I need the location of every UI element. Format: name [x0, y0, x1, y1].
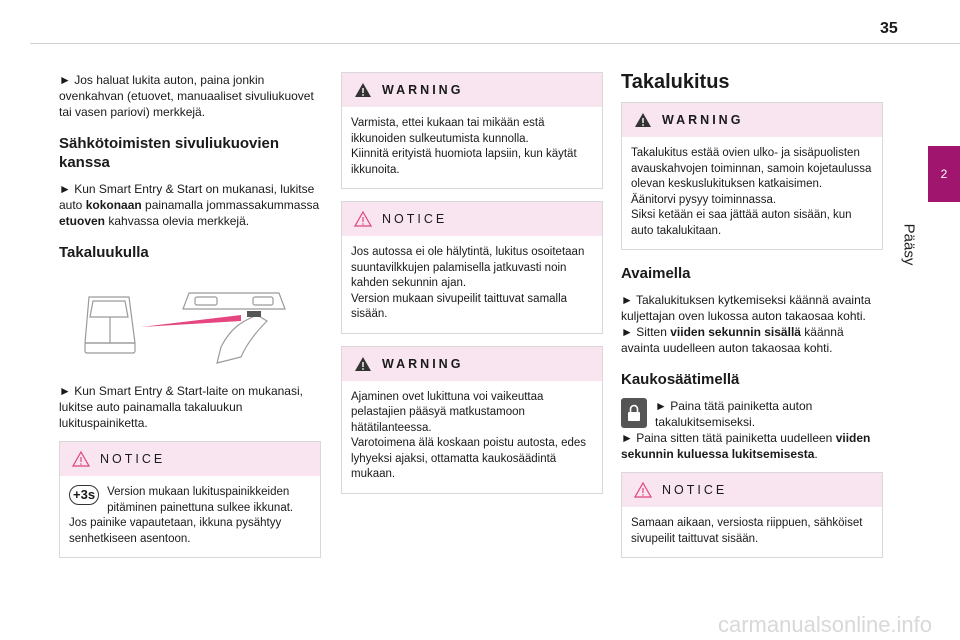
notice-header: [60, 442, 320, 476]
warning-triangle-icon: [354, 82, 372, 98]
warning-triangle-icon: [354, 356, 372, 372]
page-number: 35: [880, 20, 898, 37]
warning-box-deadlock: [621, 102, 883, 250]
chapter-title: [900, 212, 924, 282]
warning-label: WARNING: [382, 83, 464, 97]
notice-box-alarm: [341, 201, 603, 334]
warning-body: Varmista, ettei kukaan tai mikään estä ikkunoiden sulkeutumista kunnolla. Kiinnitä erityistä huomiota lapsiin, kun käytät ikkunoita.: [351, 117, 577, 176]
warning-header: [622, 103, 882, 137]
remote-paragraph-2: ► Paina sitten tätä painiketta uudelleen viiden sekunnin kuluessa lukitsemisesta.: [621, 431, 871, 461]
notice-body: [60, 476, 320, 557]
header-rule: [30, 43, 960, 44]
notice-body: Jos autossa ei ole hälytintä, lukitus osoitetaan suuntavilkkujen palamisella jatkuvasti noin kahden sekunnin ajan. Version mukaan sivupeilit taittuvat samalla sisään.: [351, 246, 585, 320]
key-paragraph-2: ► Sitten viiden sekunnin sisällä käännä avainta uudelleen auton takaosaa kohti.: [621, 325, 844, 355]
notice-text-1: Version mukaan lukituspainikkeiden pitäminen painettuna sulkee ikkunat.: [107, 486, 294, 514]
power-doors-paragraph: ► Kun Smart Entry & Start on mukanasi, lukitse auto kokonaan painamalla jommassakummassa etuoven kahvassa olevia merkkejä.: [59, 182, 320, 228]
notice-body: Samaan aikaan, versiosta riippuen, sähköiset sivupeilit taittuvat sisään.: [631, 517, 863, 545]
notice-header: [342, 202, 602, 236]
notice-triangle-icon: [634, 482, 652, 498]
chapter-title-text: Pääsy: [900, 223, 918, 266]
warning-box-windows: [341, 72, 603, 189]
column-2: [341, 72, 603, 506]
column-1: [59, 72, 321, 570]
key-paragraph-1: ► Takalukituksen kytkemiseksi käännä avainta kuljettajan oven lukossa auton takaosaa kohti.: [621, 293, 871, 323]
tailgate-illustration: [71, 287, 319, 367]
column-3: [621, 72, 883, 570]
notice-triangle-icon: [72, 451, 90, 467]
heading-power-doors: Sähkötoimisten sivuliukuovien kanssa: [59, 135, 280, 171]
notice-box-windows: [59, 441, 321, 558]
section-title: Takalukitus: [621, 71, 730, 93]
heading-rear: Takaluukulla: [59, 244, 149, 261]
warning-body: Ajaminen ovet lukittuna voi vaikeuttaa pelastajien pääsyä matkustamoon hätätilanteessa. Varotoimena älä koskaan poistu autosta, edes lyhyeksi ajaksi, ottamatta kaukosäädintä mukaan.: [351, 390, 587, 480]
chapter-tab[interactable]: 2: [928, 146, 960, 202]
notice-header: [622, 473, 882, 507]
heading-remote: Kaukosäätimellä: [621, 371, 740, 388]
notice-label: NOTICE: [100, 452, 166, 466]
notice-triangle-icon: [354, 211, 372, 227]
remote-row: [621, 398, 883, 430]
hold-3s-icon: +3s: [69, 485, 99, 505]
warning-box-locked: [341, 346, 603, 494]
notice-label: NOTICE: [382, 212, 448, 226]
warning-header: [342, 73, 602, 107]
warning-label: WARNING: [382, 356, 464, 371]
warning-body: Takalukitus estää ovien ulko- ja sisäpuolisten avauskahvojen toiminnan, samoin kojetaulussa olevan keskuslukituksen katkaisimen. Äänitorvi pysyy toiminnassa. Siksi ketään ei saa jättää auton sisään, kun auto takalukitaan.: [631, 147, 872, 237]
notice-box-mirrors: [621, 472, 883, 558]
watermark: carmanualsonline.info: [718, 612, 933, 637]
warning-label: WARNING: [662, 113, 744, 127]
warning-header: [342, 347, 602, 381]
notice-label: NOTICE: [662, 483, 728, 497]
rear-paragraph: ► Kun Smart Entry & Start-laite on mukanasi, lukitse auto painamalla takaluukun lukituspainiketta.: [59, 384, 303, 430]
intro-paragraph: ► Jos haluat lukita auton, paina jonkin ovenkahvan (etuovet, manuaaliset sivuliukuovet tai vasen pariovi) merkkejä.: [59, 73, 314, 119]
heading-key: Avaimella: [621, 265, 691, 282]
notice-text-2: Jos painike vapautetaan, ikkuna pysähtyy senhetkiseen asentoon.: [69, 517, 282, 545]
warning-triangle-icon: [634, 112, 652, 128]
remote-paragraph-1: ► Paina tätä painiketta auton takalukitsemiseksi.: [655, 399, 813, 429]
lock-remote-icon: [621, 398, 647, 428]
